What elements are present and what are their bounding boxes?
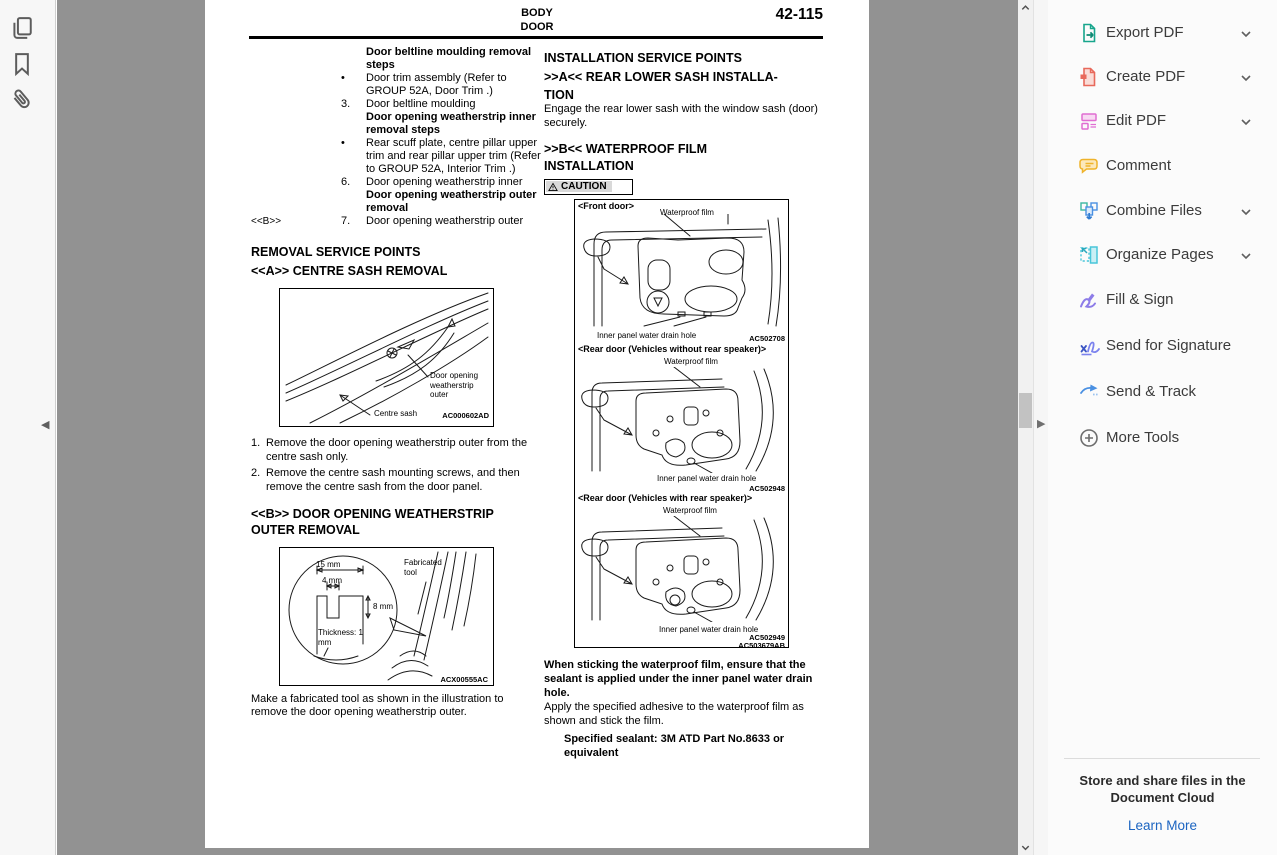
collapse-left-pane-arrow-icon[interactable]: ◀ xyxy=(41,419,50,431)
tool-label: Export PDF xyxy=(1106,24,1184,41)
list-item: 3. Door beltline moulding xyxy=(341,98,476,110)
figure-centre-sash xyxy=(279,288,494,427)
fig1-weatherstrip-label: Door opening weatherstrip outer xyxy=(430,371,479,399)
tool-label: More Tools xyxy=(1106,429,1180,446)
copy-pages-icon[interactable] xyxy=(8,14,36,42)
fig3-rear2-title: <Rear door (Vehicles with rear speaker)> xyxy=(578,493,753,503)
fill-sign-icon xyxy=(1078,289,1100,311)
pane-divider xyxy=(1064,758,1260,759)
fig3-rear1-film-label: Waterproof film xyxy=(664,357,718,366)
figure-fabricated-tool xyxy=(279,547,494,686)
list-item: 6. Door opening weatherstrip inner xyxy=(341,176,523,188)
tools-item-more-tools[interactable] xyxy=(1048,416,1277,460)
step-item: 2. Remove the centre sash mounting screws, and then remove the centre sash from the door panel. xyxy=(251,467,520,493)
export-pdf-icon xyxy=(1078,22,1100,44)
tool-label: Fill & Sign xyxy=(1106,291,1174,308)
tools-item-fill-sign[interactable] xyxy=(1048,278,1277,322)
fig3-front-code: AC502708 xyxy=(749,334,785,343)
front-door-drawing xyxy=(578,214,784,329)
comment-icon xyxy=(1078,155,1100,177)
more-tools-icon xyxy=(1078,427,1100,449)
create-pdf-icon xyxy=(1078,66,1100,88)
list-item: Door opening weatherstrip outer removal xyxy=(366,189,537,214)
learn-more-link[interactable]: Learn More xyxy=(1127,818,1198,833)
rear-door-no-speaker-drawing xyxy=(578,367,784,473)
tools-item-comment[interactable] xyxy=(1048,144,1277,188)
send-track-icon xyxy=(1078,381,1100,403)
list-item: <<B>> 7. Door opening weatherstrip outer xyxy=(251,215,524,227)
fig2-tool-label: Fabricated tool xyxy=(404,558,442,577)
tool-label: Organize Pages xyxy=(1106,246,1214,263)
tools-item-send-track[interactable] xyxy=(1048,370,1277,414)
tool-label: Send for Signature xyxy=(1106,337,1232,354)
fig2-dim-thickness: Thickness: 1 mm xyxy=(318,628,363,647)
fig3-front-drain-label: Inner panel water drain hole xyxy=(597,331,697,340)
fig3-rear1-drain-label: Inner panel water drain hole xyxy=(657,474,757,483)
fig3-front-film-label: Waterproof film xyxy=(660,208,714,217)
scrollbar-thumb[interactable] xyxy=(1019,393,1032,428)
list-item: Door opening weatherstrip inner removal steps xyxy=(366,111,536,136)
rear-lower-sash-paragraph: Engage the rear lower sash with the window sash (door) securely. xyxy=(544,103,818,129)
tool-label: Combine Files xyxy=(1106,202,1202,219)
collapse-right-pane-arrow-icon[interactable]: ▶ xyxy=(1037,418,1046,430)
tools-item-combine-files[interactable] xyxy=(1048,189,1277,233)
fig3-rear2-drain-label: Inner panel water drain hole xyxy=(659,625,759,634)
chevron-down-icon[interactable] xyxy=(1238,248,1254,264)
heading-removal-service-points: REMOVAL SERVICE POINTS xyxy=(251,245,421,259)
organize-pages-icon xyxy=(1078,244,1100,266)
header-subsection: DOOR xyxy=(520,21,554,33)
fig3-front-door-title: <Front door> xyxy=(578,201,634,211)
tool-label: Comment xyxy=(1106,157,1172,174)
fabricated-tool-drawing xyxy=(280,548,492,684)
fig2-dim-4mm: 4 mm xyxy=(322,576,342,585)
scroll-down-icon[interactable] xyxy=(1018,840,1033,855)
heading-waterproof-film: >>B<< WATERPROOF FILM INSTALLATION xyxy=(544,142,707,173)
edit-pdf-icon xyxy=(1078,110,1100,132)
combine-files-icon xyxy=(1078,200,1100,222)
caution-box xyxy=(544,179,633,195)
promo-line2: Document Cloud xyxy=(1110,790,1215,805)
bookmark-icon[interactable] xyxy=(8,50,36,78)
tools-item-edit-pdf[interactable] xyxy=(1048,99,1277,143)
procedure-list xyxy=(251,46,551,228)
fig3-rear2-code2: AC503679AB xyxy=(738,641,785,650)
fig3-rear2-film-label: Waterproof film xyxy=(663,506,717,515)
paperclip-icon[interactable] xyxy=(8,86,36,114)
list-item: • Rear scuff plate, centre pillar upper trim and rear pillar upper trim (Refer to GROUP 52A, Interior Trim .) xyxy=(341,137,541,175)
tool-label: Edit PDF xyxy=(1106,112,1167,129)
heading-installation-service-points: INSTALLATION SERVICE POINTS xyxy=(544,51,742,65)
tools-item-organize-pages[interactable] xyxy=(1048,233,1277,277)
page-number: 42-115 xyxy=(775,6,823,23)
fig3-rear1-code: AC502948 xyxy=(749,484,785,493)
left-toolbar xyxy=(0,0,56,855)
list-item: • Door trim assembly (Refer to GROUP 52A, Door Trim .) xyxy=(341,72,507,97)
document-cloud-promo xyxy=(1066,772,1259,806)
rear-door-with-speaker-drawing xyxy=(578,516,784,622)
send-signature-icon xyxy=(1078,335,1100,357)
fig2-code: ACX00555AC xyxy=(440,675,488,684)
fig1-centre-sash-label: Centre sash xyxy=(374,409,418,418)
chevron-down-icon[interactable] xyxy=(1238,204,1254,220)
fabricated-tool-paragraph: Make a fabricated tool as shown in the illustration to remove the door opening weatherstrip outer. xyxy=(251,693,504,718)
tools-item-send-for-signature[interactable] xyxy=(1048,324,1277,368)
figure-waterproof-film xyxy=(574,199,789,648)
centre-sash-drawing xyxy=(280,289,492,425)
tools-item-export-pdf[interactable] xyxy=(1048,11,1277,55)
chevron-down-icon[interactable] xyxy=(1238,70,1254,86)
tools-pane xyxy=(1048,0,1277,855)
header-section: BODY xyxy=(521,7,553,19)
fig3-rear2-code1: AC502949 xyxy=(749,633,785,642)
sealant-note-bold: When sticking the waterproof film, ensure that the sealant is applied under the inner panel water drain hole. xyxy=(544,659,813,699)
chevron-down-icon[interactable] xyxy=(1238,114,1254,130)
document-viewport[interactable] xyxy=(57,0,1018,855)
removal-steps xyxy=(251,437,543,497)
header-rule xyxy=(249,36,823,39)
fig2-dim-8mm: 8 mm xyxy=(373,602,393,611)
heading-rear-lower-sash: >>A<< REAR LOWER SASH INSTALLA-TION xyxy=(544,70,778,102)
promo-line1: Store and share files in the xyxy=(1079,773,1246,788)
step-item: 1. Remove the door opening weatherstrip outer from the centre sash only. xyxy=(251,437,528,463)
scroll-up-icon[interactable] xyxy=(1018,0,1033,15)
warning-triangle-icon xyxy=(548,182,558,192)
pdf-page xyxy=(205,0,869,848)
chevron-down-icon[interactable] xyxy=(1238,26,1254,42)
adhesive-paragraph: Apply the specified adhesive to the waterproof film as shown and stick the film. xyxy=(544,701,804,727)
list-item: Door beltline moulding removal steps xyxy=(366,46,532,71)
fig3-rear1-title: <Rear door (Vehicles without rear speaker)> xyxy=(578,344,767,354)
heading-centre-sash-removal: <<A>> CENTRE SASH REMOVAL xyxy=(251,264,448,278)
vertical-scrollbar[interactable] xyxy=(1018,0,1033,855)
tool-label: Send & Track xyxy=(1106,383,1197,400)
caution-label: CAUTION xyxy=(561,181,607,192)
heading-weatherstrip-outer-removal: <<B>> DOOR OPENING WEATHERSTRIP OUTER REMOVAL xyxy=(251,507,494,537)
tools-pane-handle[interactable] xyxy=(1033,0,1048,855)
fig2-dim-15mm: 15 mm xyxy=(316,560,341,569)
tools-item-create-pdf[interactable] xyxy=(1048,55,1277,99)
specified-sealant: Specified sealant: 3M ATD Part No.8633 or equivalent xyxy=(564,733,785,759)
tool-label: Create PDF xyxy=(1106,68,1186,85)
fig1-code: AC000602AD xyxy=(442,411,489,420)
